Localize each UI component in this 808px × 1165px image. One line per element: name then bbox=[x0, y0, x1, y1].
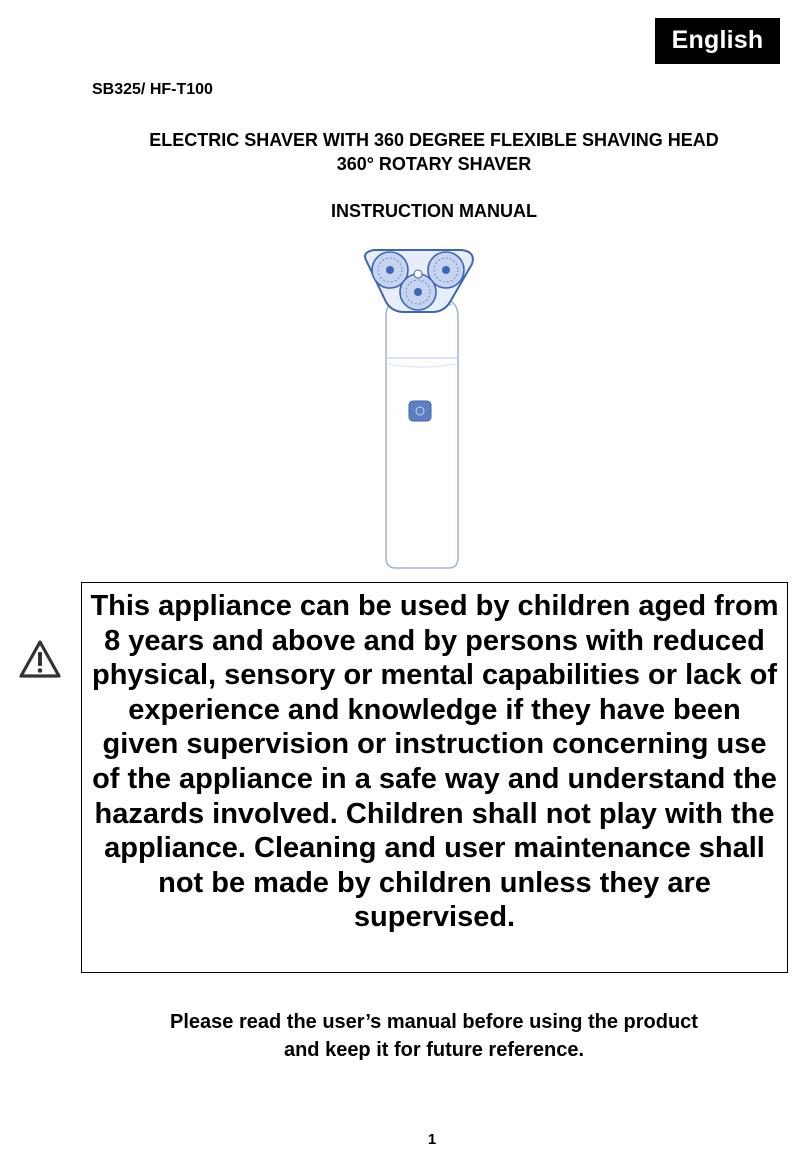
document-title bbox=[60, 128, 808, 176]
page-number: 1 bbox=[427, 1131, 437, 1148]
warning-triangle-icon bbox=[18, 639, 62, 679]
language-badge: English bbox=[655, 18, 780, 64]
power-button-icon bbox=[409, 401, 431, 421]
notice-line-2: and keep it for future reference. bbox=[283, 1039, 585, 1061]
shaver-body bbox=[386, 298, 458, 568]
notice-line-1: Please read the user’s manual before using the product bbox=[170, 1011, 698, 1033]
safety-warning-box bbox=[81, 582, 788, 973]
manual-title: INSTRUCTION MANUAL bbox=[331, 201, 537, 221]
read-manual-notice bbox=[60, 1008, 808, 1064]
title-line-2: 360° ROTARY SHAVER bbox=[336, 154, 532, 174]
safety-warning-text: This appliance can be used by children aged from 8 years and above and by persons with reduced physical, sensory or mental capabilities or lack of experience and knowledge if they have been given supervision or instruction concerning use of the appliance in a safe way and understand the hazards involved. Children shall not play with the appliance. Cleaning and user maintenance shall not be made by children unless they are supervised. bbox=[90, 590, 779, 934]
model-number: SB325/ HF-T100 bbox=[92, 81, 213, 98]
title-line-1: ELECTRIC SHAVER WITH 360 DEGREE FLEXIBLE SHAVING HEAD bbox=[149, 130, 719, 150]
shaver-illustration bbox=[352, 240, 484, 570]
